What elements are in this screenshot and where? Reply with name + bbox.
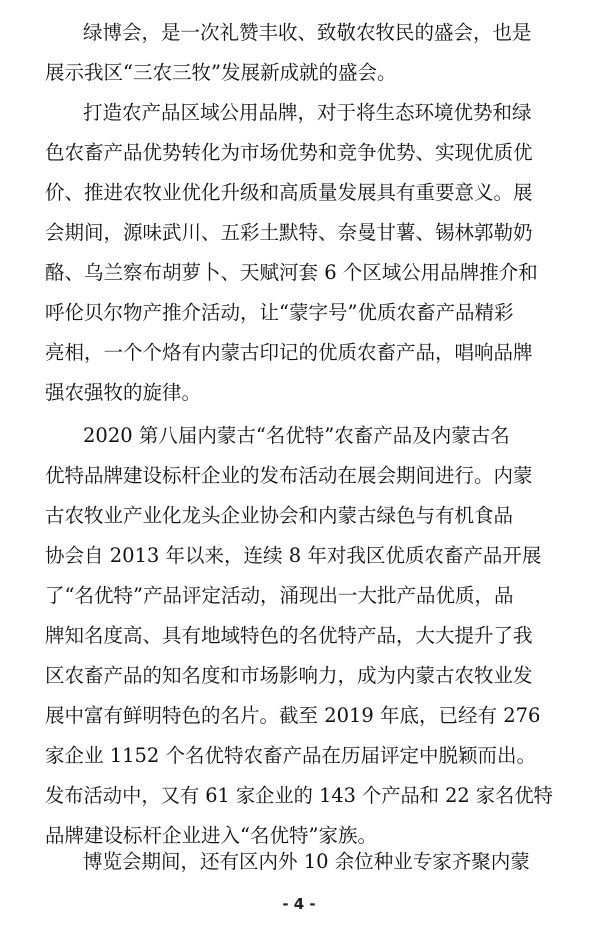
paragraph-line: 打造农产品区域公用品牌，对于将生态环境优势和绿 <box>83 101 532 124</box>
page-number: - 4 - <box>282 895 316 913</box>
paragraph-line: 优特品牌建设标杆企业的发布活动在展会期间进行。内蒙 <box>45 464 533 487</box>
paragraph-line: 区农畜产品的知名度和市场影响力，成为内蒙古农牧业发 <box>45 664 533 687</box>
paragraph-line: 2020 第八届内蒙古“名优特”农畜产品及内蒙古名 <box>83 424 510 447</box>
paragraph-line: 古农牧业产业化龙头企业协会和内蒙古绿色与有机食品 <box>45 504 514 527</box>
paragraph-line: 展示我区“三农三牧”发展新成就的盛会。 <box>45 61 397 84</box>
paragraph-line: 展中富有鲜明特色的名片。截至 2019 年底，已经有 276 <box>45 704 541 727</box>
paragraph-line: 强农强牧的旋律。 <box>45 381 202 404</box>
paragraph-line: 协会自 2013 年以来，连续 8 年对我区优质农畜产品开展 <box>45 544 542 567</box>
paragraph-line: 发布活动中，又有 61 家企业的 143 个产品和 22 家名优特 <box>45 784 553 807</box>
paragraph-line: 了“名优特”产品评定活动，涌现出一大批产品优质，品 <box>45 584 514 607</box>
paragraph-line: 亮相，一个个烙有内蒙古印记的优质农畜产品，唱响品牌 <box>45 341 533 364</box>
paragraph-line: 牌知名度高、具有地域特色的名优特产品，大大提升了我 <box>45 624 533 647</box>
paragraph-line: 色农畜产品优势转化为市场优势和竞争优势、实现优质优 <box>45 141 533 164</box>
paragraph-line: 家企业 1152 个名优特农畜产品在历届评定中脱颖而出。 <box>45 744 537 767</box>
paragraph-line: 绿博会，是一次礼赞丰收、致敬农牧民的盛会，也是 <box>83 21 532 44</box>
paragraph-line: 呼伦贝尔物产推介活动，让“蒙字号”优质农畜产品精彩 <box>45 301 514 324</box>
paragraph-line: 酪、乌兰察布胡萝卜、天赋河套 6 个区域公用品牌推介和 <box>45 261 538 284</box>
paragraph-line: 博览会期间，还有区内外 10 余位种业专家齐聚内蒙 <box>83 850 530 873</box>
paragraph-line: 会期间，源味武川、五彩土默特、奈曼甘薯、锡林郭勒奶 <box>45 221 533 244</box>
paragraph-line: 品牌建设标杆企业进入“名优特”家族。 <box>45 824 377 847</box>
paragraph-line: 价、推进农牧业优化升级和高质量发展具有重要意义。展 <box>45 181 533 204</box>
